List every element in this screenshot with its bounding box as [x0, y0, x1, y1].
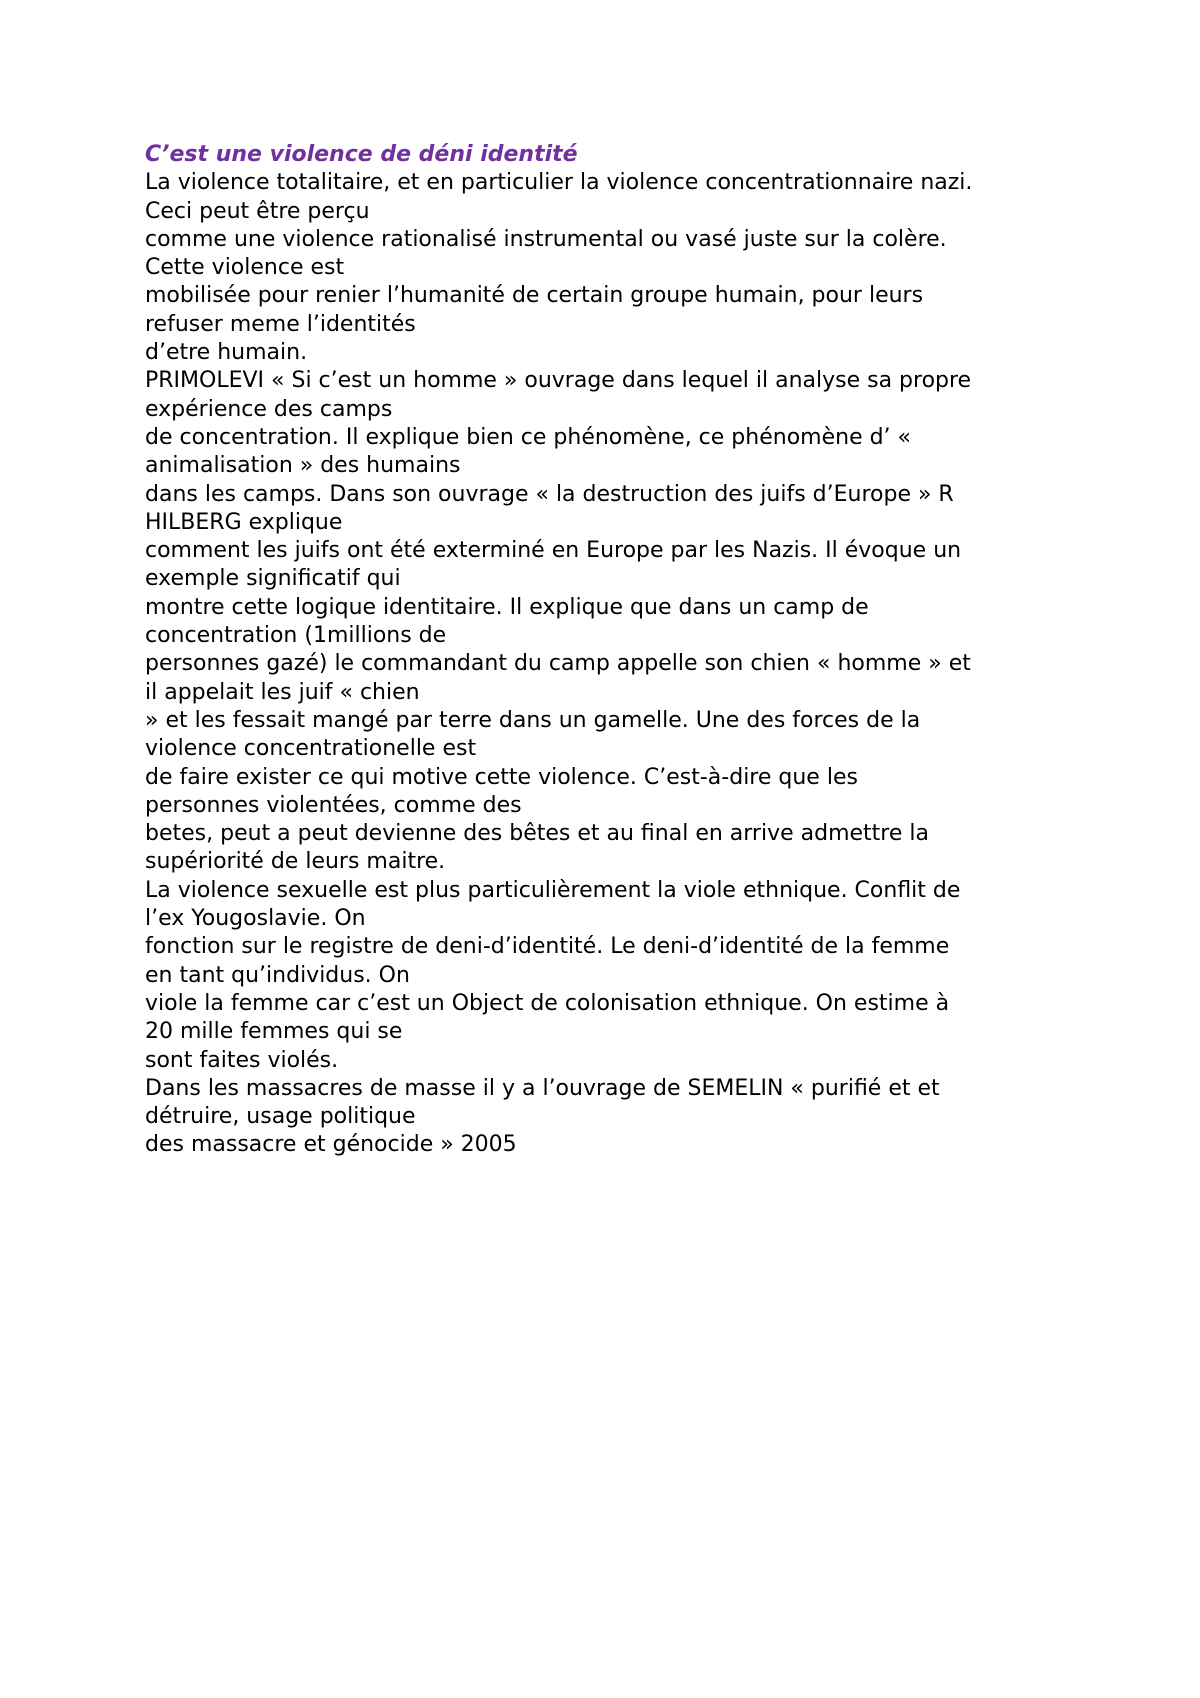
text-line: exemple significatif qui	[145, 566, 401, 592]
text-line: des massacre et génocide » 2005	[145, 1132, 517, 1158]
text-line: mobilisée pour renier l’humanité de certain groupe humain, pour leurs	[145, 283, 924, 309]
text-line: 20 mille femmes qui se	[145, 1019, 403, 1045]
text-line: expérience des camps	[145, 396, 393, 422]
text-line: Dans les massacres de masse il y a l’ouvrage de SEMELIN « purifié et et	[145, 1075, 940, 1101]
text-line: en tant qu’individus. On	[145, 962, 410, 988]
text-line: Cette violence est	[145, 255, 345, 281]
text-line: violence concentrationelle est	[145, 736, 477, 762]
text-line: supériorité de leurs maitre.	[145, 849, 446, 875]
text-line: comment les juifs ont été exterminé en Europe par les Nazis. Il évoque un	[145, 538, 962, 564]
text-line: de faire exister ce qui motive cette violence. C’est-à-dire que les	[145, 764, 858, 790]
text-line: refuser meme l’identités	[145, 311, 416, 337]
text-line: betes, peut a peut devienne des bêtes et au final en arrive admettre la	[145, 821, 929, 847]
text-line: viole la femme car c’est un Object de colonisation ethnique. On estime à	[145, 990, 950, 1016]
text-line: PRIMOLEVI « Si c’est un homme » ouvrage dans lequel il analyse sa propre	[145, 368, 972, 394]
text-line: comme une violence rationalisé instrumental ou vasé juste sur la colère.	[145, 226, 947, 252]
text-line: l’ex Yougoslavie. On	[145, 906, 366, 932]
text-line: de concentration. Il explique bien ce phénomène, ce phénomène d’ «	[145, 424, 912, 450]
text-line: détruire, usage politique	[145, 1104, 416, 1130]
text-line: La violence totalitaire, et en particulier la violence concentrationnaire nazi.	[145, 170, 973, 196]
text-line: personnes violentées, comme des	[145, 792, 522, 818]
text-line: il appelait les juif « chien	[145, 679, 420, 705]
text-line: fonction sur le registre de deni-d’identité. Le deni-d’identité de la femme	[145, 934, 950, 960]
section-heading: C’est une violence de déni identité	[145, 142, 578, 167]
text-line: » et les fessait mangé par terre dans un gamelle. Une des forces de la	[145, 707, 921, 733]
text-line: animalisation » des humains	[145, 453, 461, 479]
text-line: sont faites violés.	[145, 1047, 339, 1073]
text-line: montre cette logique identitaire. Il explique que dans un camp de	[145, 594, 869, 620]
document-body	[145, 141, 1085, 1160]
text-line: dans les camps. Dans son ouvrage « la destruction des juifs d’Europe » R	[145, 481, 954, 507]
text-line: concentration (1millions de	[145, 623, 447, 649]
text-line: Ceci peut être perçu	[145, 198, 370, 224]
text-line: personnes gazé) le commandant du camp appelle son chien « homme » et	[145, 651, 971, 677]
text-line: La violence sexuelle est plus particulièrement la viole ethnique. Conflit de	[145, 877, 961, 903]
text-line: d’etre humain.	[145, 340, 308, 366]
text-line: HILBERG explique	[145, 509, 343, 535]
paragraph-text	[145, 169, 1085, 1159]
